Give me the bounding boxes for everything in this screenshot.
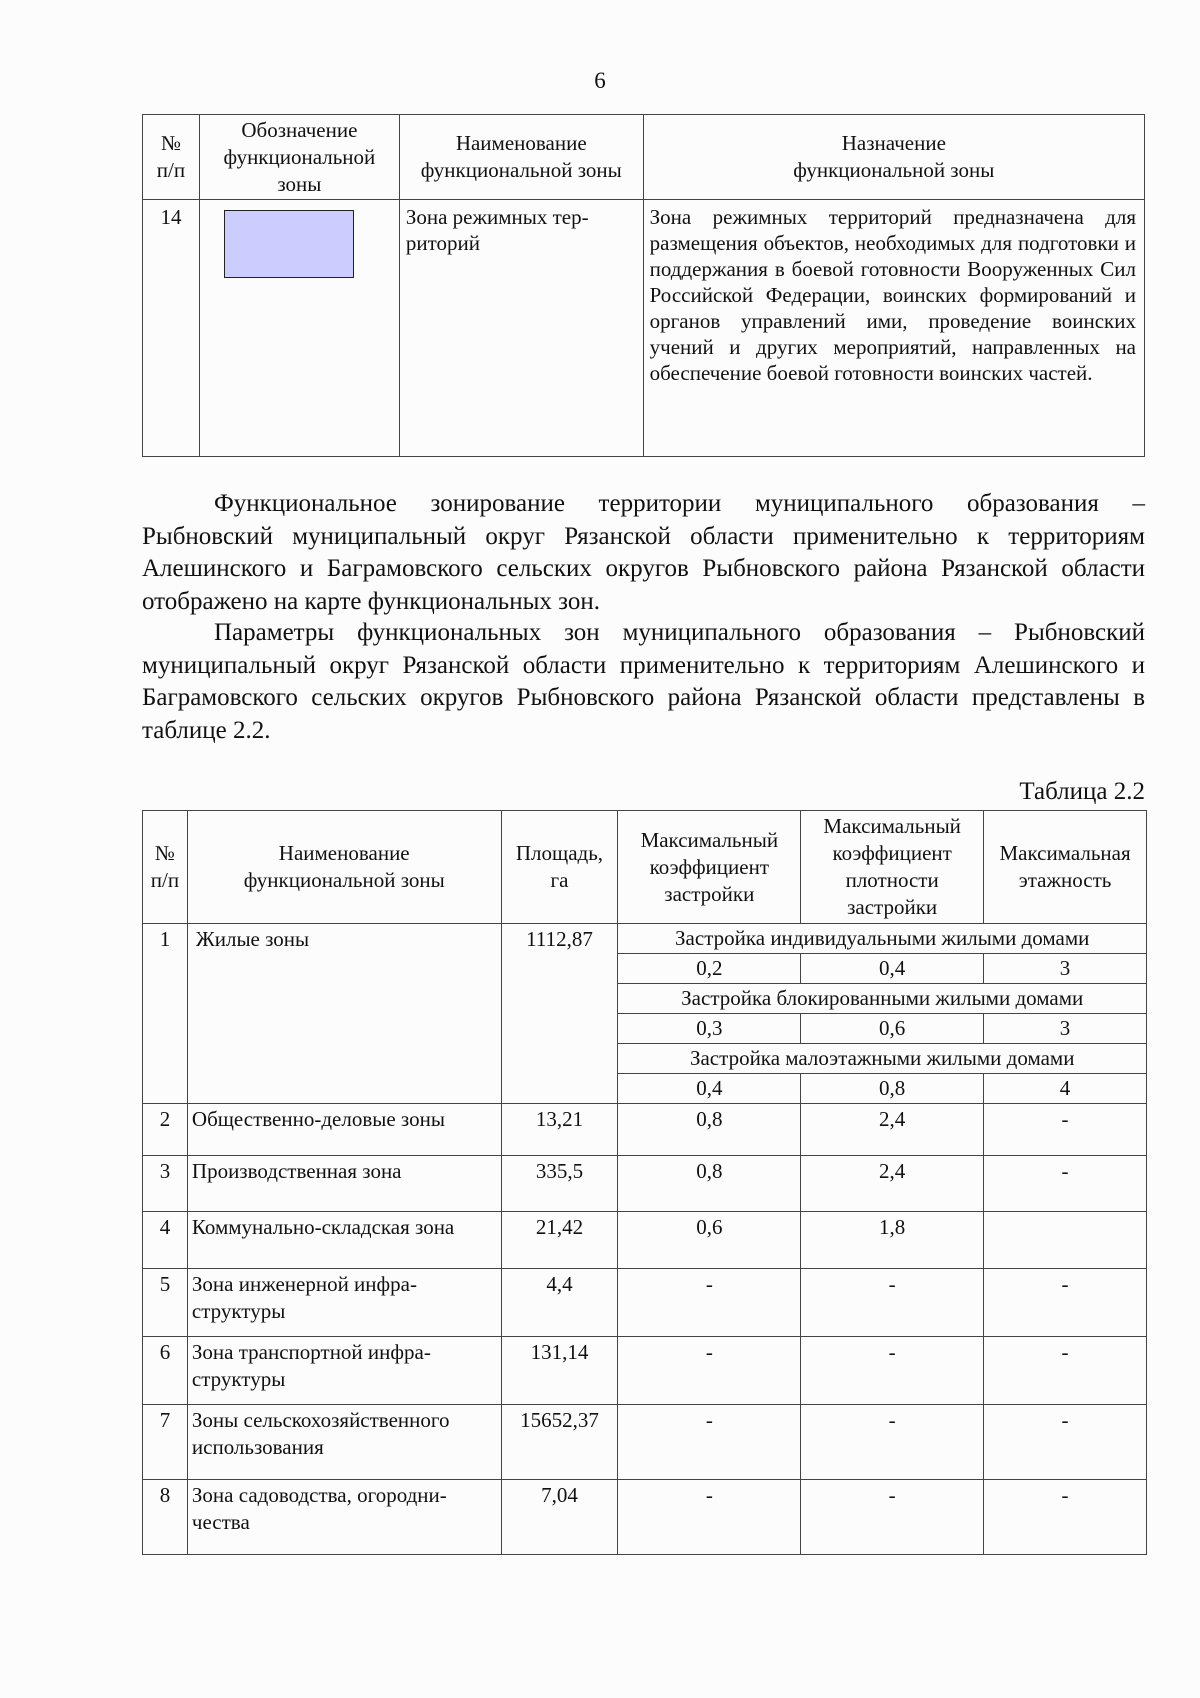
max-floors: - [984,1269,1147,1337]
row-number: 3 [143,1156,188,1212]
zone-area: 13,21 [501,1104,618,1156]
density-coefficient: - [801,1480,984,1555]
build-coefficient: 0,6 [618,1212,801,1269]
zone-name: Жилые зоны [187,924,501,1104]
build-coefficient: 0,3 [618,1014,801,1044]
table-header-row [143,115,1145,200]
subtype-label: Застройка блокированными жилыми домами [618,984,1147,1014]
density-coefficient: - [801,1405,984,1480]
max-floors [984,1212,1147,1269]
table-caption: Таблица 2.2 [1019,778,1145,805]
max-floors: 3 [984,1014,1147,1044]
row-number: 2 [143,1104,188,1156]
zone-color-cell [199,200,399,457]
header-build-coefficient: Максимальный коэффициент застройки [618,811,801,924]
paragraph-parameters [142,617,1145,747]
zone-name: Зона режимных тер- риторий [399,200,643,457]
header-name: Наименование функциональной зоны [399,115,643,200]
density-coefficient: - [801,1337,984,1405]
build-coefficient: 0,8 [618,1156,801,1212]
row-number: 5 [143,1269,188,1337]
row-number: 4 [143,1212,188,1269]
row-number: 1 [143,924,188,1104]
density-coefficient: 0,6 [801,1014,984,1044]
density-coefficient: 2,4 [801,1104,984,1156]
max-floors: - [984,1405,1147,1480]
subtype-label: Застройка индивидуальными жилыми домами [618,924,1147,954]
build-coefficient: - [618,1405,801,1480]
header-zone-name: Наименование функциональной зоны [187,811,501,924]
build-coefficient: - [618,1337,801,1405]
zone-area: 15652,37 [501,1405,618,1480]
build-coefficient: - [618,1269,801,1337]
row-number: 6 [143,1337,188,1405]
header-density-coefficient: Максимальный коэффициент плотности застройки [801,811,984,924]
build-coefficient: 0,8 [618,1104,801,1156]
table-row [143,1156,1147,1212]
zone-parameters-table [142,810,1147,1555]
zone-area: 131,14 [501,1337,618,1405]
zone-designation-table [142,114,1145,457]
row-number: 7 [143,1405,188,1480]
header-designation: Обозначение функциональной зоны [199,115,399,200]
max-floors: - [984,1156,1147,1212]
zone-name: Производственная зона [187,1156,501,1212]
page-number: 6 [594,68,606,93]
zone-area: 335,5 [501,1156,618,1212]
zone-name: Общественно-деловые зоны [187,1104,501,1156]
zone-name: Зона инженерной инфра- структуры [187,1269,501,1337]
zone-name: Зона транспортной инфра- структуры [187,1337,501,1405]
zone-name: Коммунально-складская зона [187,1212,501,1269]
table-row [143,1480,1147,1555]
max-floors: 3 [984,954,1147,984]
zone-purpose: Зона режимных территорий предназначена для размещения объектов, необходимых для подготовки и поддержания в боевой готовности Вооруженных Сил Российской Федерации, воинских формирований и органов управлений ими, проведение воинских учений и других мероприятий, направленных на обеспечение боевой готовности воинских частей. [643,200,1144,457]
paragraph-text: Функциональное зонирование территории муниципального образования – Рыбновский муниципальный округ Рязанской области применительно к территориям Алешинского и Баграмовского сельских округов Рыбновского района Рязанской области отображено на карте функциональных зон. [142,490,1145,615]
paragraph-text: Параметры функциональных зон муниципального образования – Рыбновский муниципальный округ Рязанской области применительно к территориям Алешинского и Баграмовского сельских округов Рыбновского района Рязанской области представлены в таблице 2.2. [142,619,1145,744]
density-coefficient: 2,4 [801,1156,984,1212]
row-number: 8 [143,1480,188,1555]
header-area: Площадь, га [501,811,618,924]
table-row [143,1269,1147,1337]
table-row [143,200,1145,457]
density-coefficient: 0,8 [801,1074,984,1104]
header-number: № п/п [143,811,188,924]
header-purpose: Назначение функциональной зоны [643,115,1144,200]
table-row [143,1212,1147,1269]
max-floors: - [984,1104,1147,1156]
row-number: 14 [143,200,200,457]
table-row [143,1337,1147,1405]
density-coefficient: 1,8 [801,1212,984,1269]
table-header-row [143,811,1147,924]
zone-area: 7,04 [501,1480,618,1555]
max-floors: 4 [984,1074,1147,1104]
build-coefficient: 0,4 [618,1074,801,1104]
density-coefficient: - [801,1269,984,1337]
table-row [143,1405,1147,1480]
subtype-label: Застройка малоэтажными жилыми домами [618,1044,1147,1074]
header-max-floors: Максимальная этажность [984,811,1147,924]
build-coefficient: 0,2 [618,954,801,984]
max-floors: - [984,1337,1147,1405]
density-coefficient: 0,4 [801,954,984,984]
header-number: № п/п [143,115,200,200]
table-row [143,1104,1147,1156]
zone-area: 1112,87 [501,924,618,1104]
zone-color-swatch [224,210,354,278]
zone-area: 21,42 [501,1212,618,1269]
zone-area: 4,4 [501,1269,618,1337]
zone-name: Зона садоводства, огородни- чества [187,1480,501,1555]
table-row [143,924,1147,954]
zone-name: Зоны сельскохозяйственного использования [187,1405,501,1480]
build-coefficient: - [618,1480,801,1555]
paragraph-zoning [142,488,1145,618]
max-floors: - [984,1480,1147,1555]
